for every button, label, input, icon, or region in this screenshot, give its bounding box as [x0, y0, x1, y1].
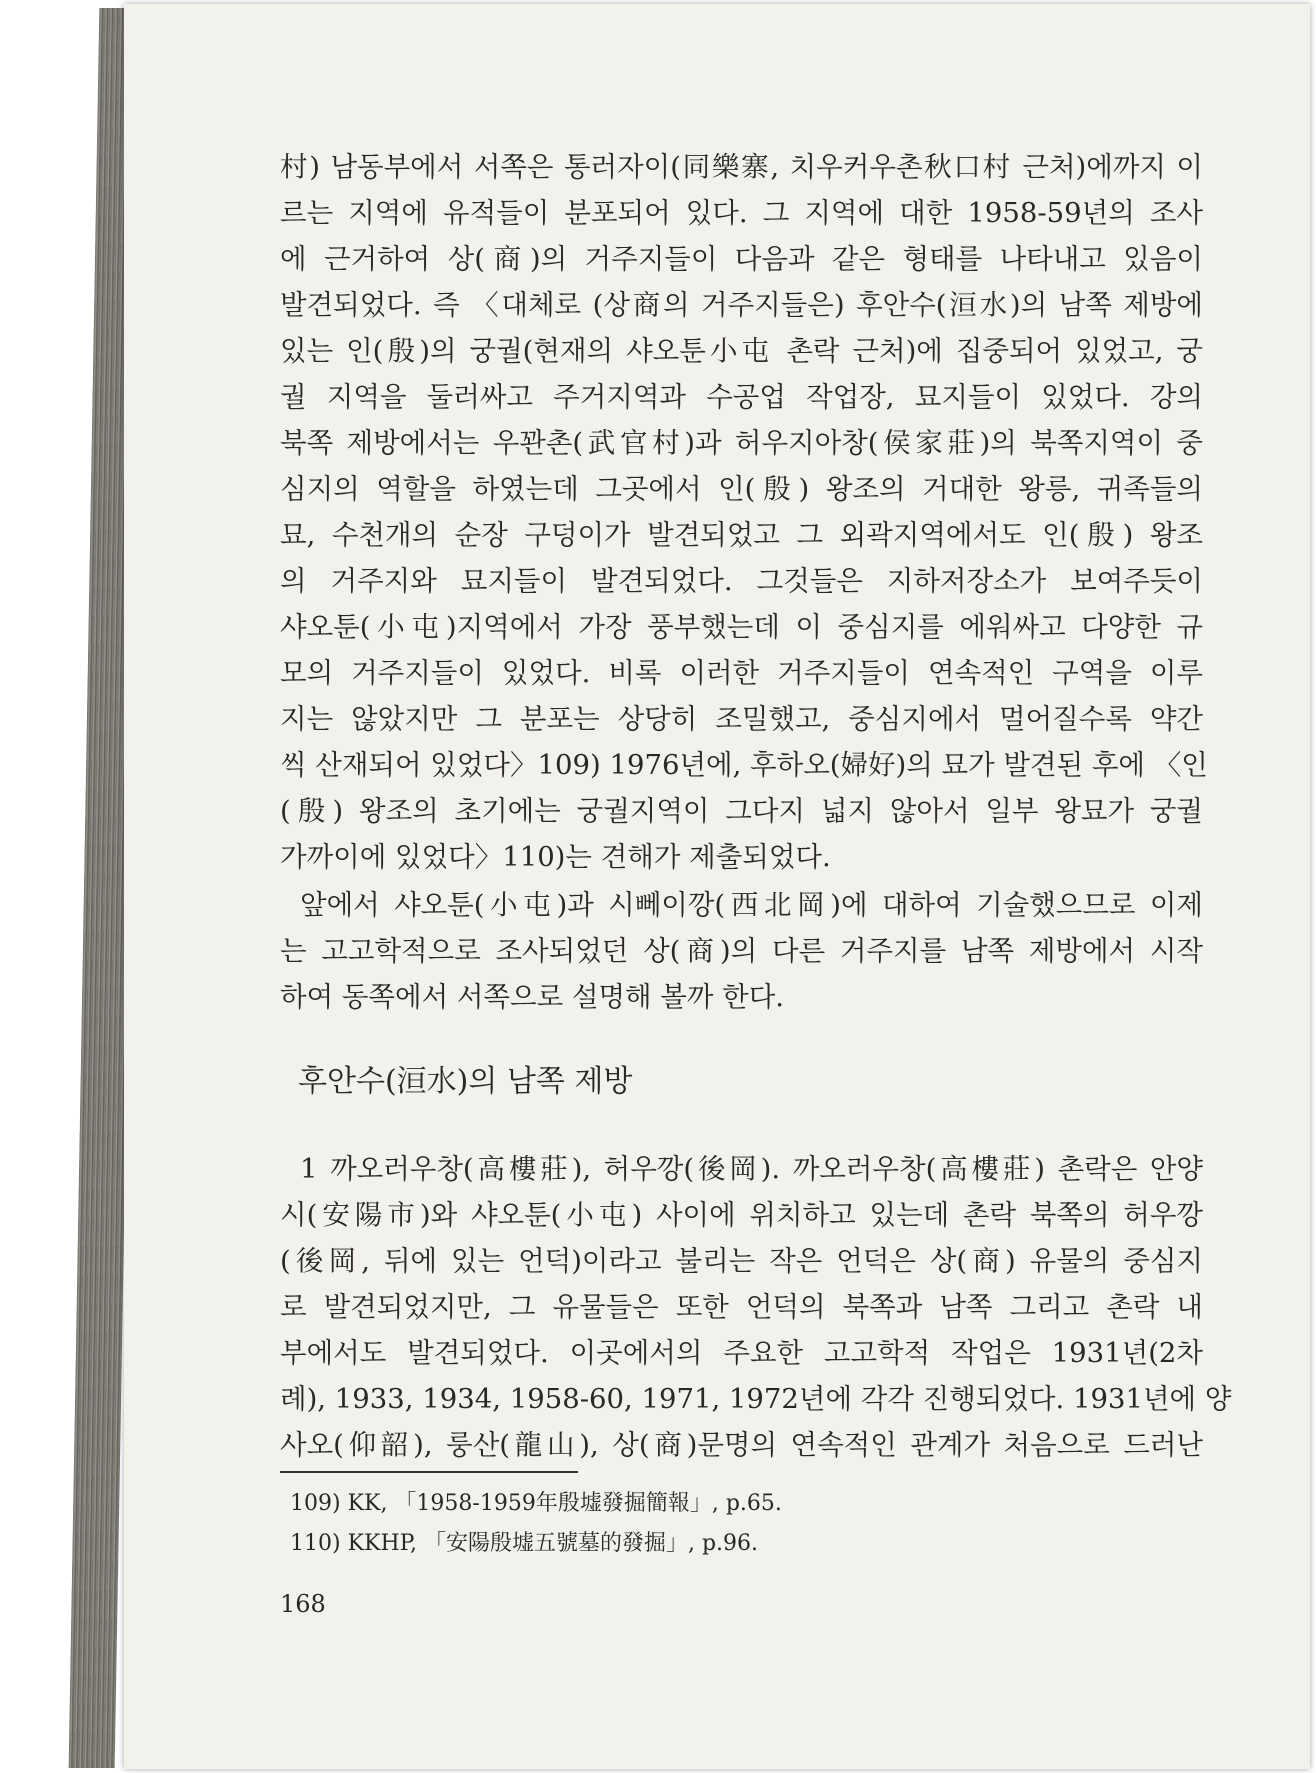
- text-line: (殷) 왕조의 초기에는 궁궐지역이 그다지 넓지 않아서 일부 왕묘가 궁궐: [280, 795, 1203, 827]
- text-line: 례), 1933, 1934, 1958-60, 1971, 1972년에 각각 진행되었다. 1931년에 양: [280, 1383, 1232, 1415]
- text-line: 모의 거주지들이 있었다. 비록 이러한 거주지들이 연속적인 구역을 이루: [280, 657, 1203, 689]
- footnote-110: 110) KKHP, 「安陽殷墟五號墓的發掘」, p.96.: [290, 1531, 759, 1556]
- section-heading: 후안수(洹水)의 남쪽 제방: [298, 1064, 633, 1099]
- text-line: 앞에서 샤오툰(小屯)과 시뻬이깡(西北岡)에 대하여 기술했으므로 이제: [300, 889, 1203, 921]
- text-line: 부에서도 발견되었다. 이곳에서의 주요한 고고학적 작업은 1931년(2차: [280, 1337, 1203, 1369]
- text-line: 샤오툰(小屯)지역에서 가장 풍부했는데 이 중심지를 에워싸고 다양한 규: [280, 611, 1203, 643]
- text-line: 시(安陽市)와 샤오툰(小屯) 사이에 위치하고 있는데 촌락 북쪽의 허우깡: [280, 1199, 1203, 1231]
- text-line: 묘, 수천개의 순장 구덩이가 발견되었고 그 외곽지역에서도 인(殷) 왕조: [280, 519, 1203, 551]
- text-line: 의 거주지와 묘지들이 발견되었다. 그것들은 지하저장소가 보여주듯이: [280, 565, 1203, 597]
- text-line: 발견되었다. 즉 〈대체로 (상商의 거주지들은) 후안수(洹水)의 남쪽 제방에: [280, 289, 1203, 321]
- text-line: 가까이에 있었다〉110)는 견해가 제출되었다.: [280, 841, 831, 873]
- text-line: 는 고고학적으로 조사되었던 상(商)의 다른 거주지를 남쪽 제방에서 시작: [280, 935, 1203, 967]
- text-line: 에 근거하여 상(商)의 거주지들이 다음과 같은 형태를 나타내고 있음이: [280, 243, 1203, 275]
- text-line: 1 까오러우창(高樓莊), 허우깡(後岡). 까오러우창(高樓莊) 촌락은 안양: [300, 1153, 1203, 1185]
- page-number: 168: [280, 1590, 326, 1618]
- text-line: 지는 않았지만 그 분포는 상당히 조밀했고, 중심지에서 멀어질수록 약간: [280, 703, 1203, 735]
- text-line: 있는 인(殷)의 궁궐(현재의 샤오툰小屯 촌락 근처)에 집중되어 있었고, 궁: [280, 335, 1203, 367]
- text-line: 심지의 역할을 하였는데 그곳에서 인(殷) 왕조의 거대한 왕릉, 귀족들의: [280, 473, 1203, 505]
- text-line: 씩 산재되어 있었다〉109) 1976년에, 후하오(婦好)의 묘가 발견된 후에 〈인: [280, 749, 1208, 781]
- text-line: (後岡, 뒤에 있는 언덕)이라고 불리는 작은 언덕은 상(商) 유물의 중심지: [280, 1245, 1203, 1277]
- text-line: 村) 남동부에서 서쪽은 통러자이(同樂寨, 치우커우촌秋口村 근처)에까지 이: [280, 151, 1203, 183]
- text-line: 로 발견되었지만, 그 유물들은 또한 언덕의 북쪽과 남쪽 그리고 촌락 내: [280, 1291, 1203, 1323]
- text-line: 북쪽 제방에서는 우꽌촌(武官村)과 허우지아창(侯家莊)의 북쪽지역이 중: [280, 427, 1203, 459]
- text-line: 하여 동쪽에서 서쪽으로 설명해 볼까 한다.: [280, 981, 785, 1013]
- footnote-109: 109) KK, 「1958-1959年殷墟發掘簡報」, p.65.: [290, 1491, 782, 1516]
- footnote-divider: [280, 1471, 578, 1473]
- text-line: 사오(仰韶), 룽산(龍山), 상(商)문명의 연속적인 관계가 처음으로 드러난: [280, 1429, 1203, 1461]
- text-line: 르는 지역에 유적들이 분포되어 있다. 그 지역에 대한 1958-59년의 조사: [280, 197, 1203, 229]
- text-line: 궐 지역을 둘러싸고 주거지역과 수공업 작업장, 묘지들이 있었다. 강의: [280, 381, 1203, 413]
